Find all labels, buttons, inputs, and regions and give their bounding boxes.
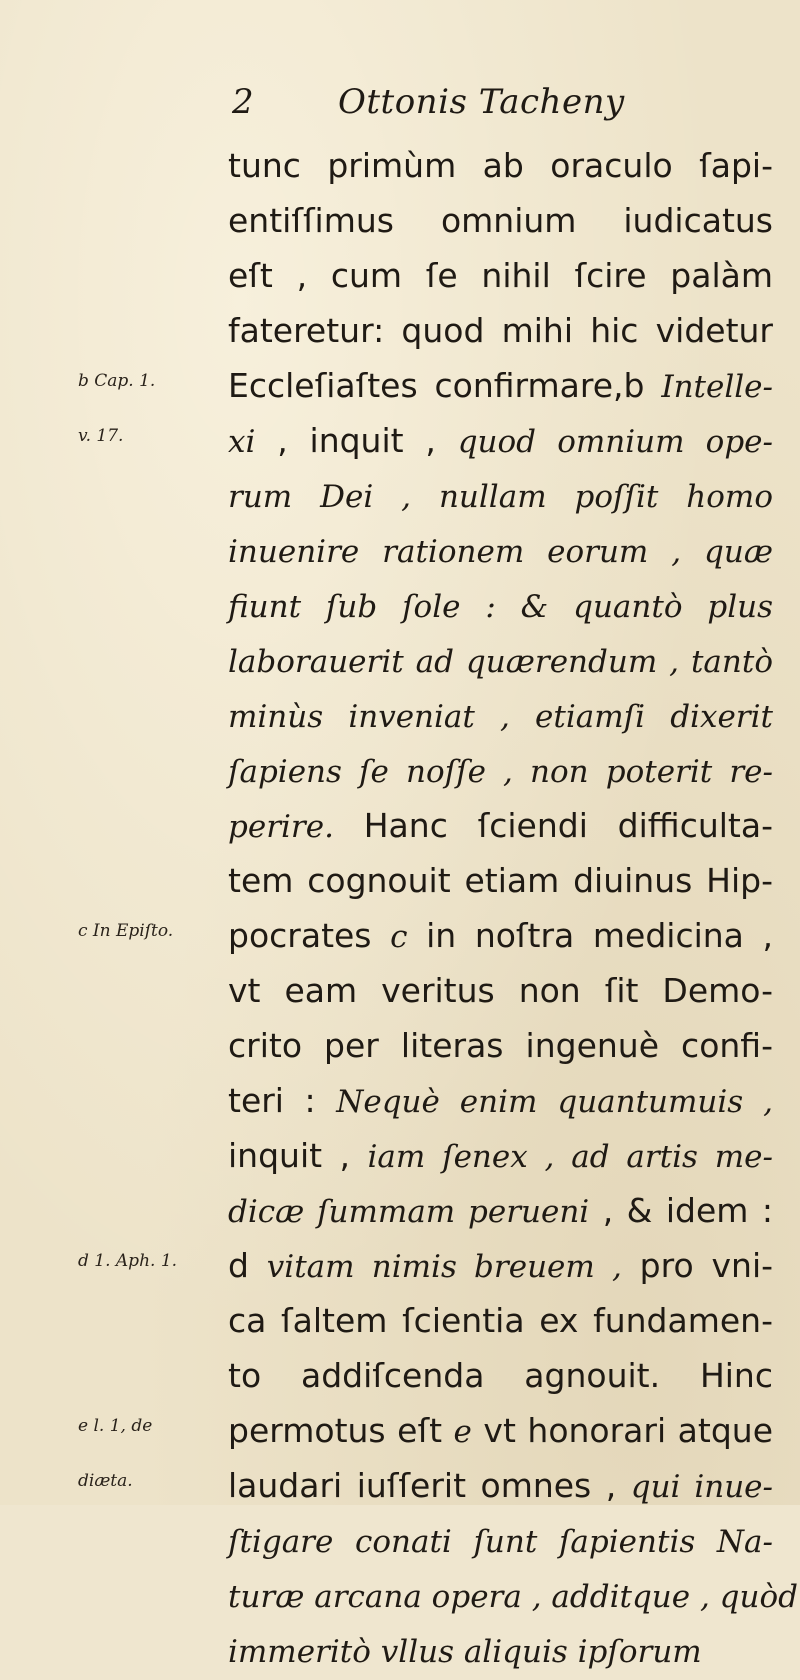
- roman-text: vt eam veritus non ſit Demo-: [228, 971, 773, 1010]
- italic-text: xi: [228, 424, 256, 460]
- margin-note: d 1. Aph. 1.: [78, 1251, 178, 1271]
- roman-text: tunc primùm ab oraculo ſapi-: [228, 146, 773, 185]
- text-line: [228, 963, 773, 1018]
- roman-text: pro vni-: [621, 1246, 774, 1285]
- text-line: [228, 1513, 773, 1568]
- roman-text: Hanc ſciendi difficulta-: [333, 806, 773, 845]
- roman-text: eſt , cum ſe nihil ſcire palàm: [228, 256, 773, 295]
- italic-text: e: [453, 1414, 472, 1450]
- italic-text: minùs inveniat , etiamſi dixerit: [228, 699, 773, 735]
- text-line: [228, 413, 773, 468]
- text-line: [228, 358, 773, 413]
- text-line: [228, 1238, 773, 1293]
- text-line: [228, 1183, 773, 1238]
- margin-note: c In Epiſto.: [78, 921, 174, 941]
- roman-text: pocrates: [228, 916, 391, 955]
- italic-text: qui inue-: [630, 1469, 774, 1505]
- italic-text: ſtigare conati ſunt ſapientis Na-: [228, 1524, 773, 1560]
- roman-text: fateretur: quod mihi hic videtur: [228, 311, 773, 350]
- text-line: [228, 1018, 773, 1073]
- italic-text: quod omnium ope-: [457, 424, 774, 460]
- italic-text: iam ſenex , ad artis me-: [367, 1139, 774, 1175]
- roman-text: Eccleſiaſtes confirmare,b: [228, 366, 662, 405]
- margin-notes: [0, 0, 220, 1505]
- text-line: [228, 1403, 773, 1458]
- roman-text: vt honorari atque: [471, 1411, 773, 1450]
- body-text: [228, 138, 798, 1678]
- roman-text: inquit ,: [228, 1136, 368, 1175]
- text-line: [228, 798, 773, 853]
- roman-text: , inquit ,: [255, 421, 458, 460]
- page-number: 2: [232, 82, 254, 122]
- roman-text: teri :: [228, 1081, 337, 1120]
- text-line: [228, 523, 773, 578]
- text-line: [228, 303, 773, 358]
- text-line: [228, 1568, 798, 1623]
- italic-text: inuenire rationem eorum , quæ: [228, 534, 773, 570]
- roman-text: laudari iuſſerit omnes ,: [228, 1466, 631, 1505]
- roman-text: crito per literas ingenuè confi-: [228, 1026, 773, 1065]
- text-line: [228, 1293, 773, 1348]
- italic-text: immeritò vllus aliquis ipſorum: [228, 1634, 702, 1670]
- italic-text: laborauerit ad quærendum , tantò: [228, 644, 773, 680]
- running-title: Ottonis Tacheny: [338, 82, 625, 122]
- text-line: [228, 193, 773, 248]
- italic-text: turæ arcana opera , additque , quòd: [228, 1579, 798, 1615]
- italic-text: perire.: [228, 809, 334, 845]
- italic-text: c: [390, 919, 408, 955]
- roman-text: in noſtra medicina ,: [407, 916, 773, 955]
- italic-text: vitam nimis breuem ,: [266, 1249, 622, 1285]
- margin-note: b Cap. 1.: [78, 371, 156, 391]
- italic-text: rum Dei , nullam poſſit homo: [228, 479, 773, 515]
- roman-text: permotus eſt: [228, 1411, 454, 1450]
- text-line: [228, 578, 773, 633]
- text-line: [228, 138, 773, 193]
- margin-note: diæta.: [78, 1471, 133, 1491]
- text-line: [228, 1623, 773, 1678]
- text-line: [228, 1073, 773, 1128]
- text-line: [228, 248, 773, 303]
- italic-text: dicæ ſummam perueni: [228, 1194, 590, 1230]
- text-line: [228, 468, 773, 523]
- roman-text: to addiſcenda agnouit. Hinc: [228, 1356, 773, 1395]
- italic-text: ſapiens ſe noſſe , non poterit re-: [228, 754, 773, 790]
- text-line: [228, 908, 773, 963]
- roman-text: ca ſaltem ſcientia ex fundamen-: [228, 1301, 773, 1340]
- text-line: [228, 1128, 773, 1183]
- italic-text: fiunt ſub ſole : & quantò plus: [228, 589, 773, 625]
- text-line: [228, 633, 773, 688]
- roman-text: tem cognouit etiam diuinus Hip-: [228, 861, 773, 900]
- roman-text: , & idem :: [589, 1191, 773, 1230]
- margin-note: v. 17.: [78, 426, 124, 446]
- text-line: [228, 853, 773, 908]
- italic-text: Intelle-: [661, 369, 773, 405]
- roman-text: d: [228, 1246, 267, 1285]
- text-line: [228, 743, 773, 798]
- margin-note: e l. 1, de: [78, 1416, 153, 1436]
- page-header: [226, 82, 686, 142]
- italic-text: Nequè enim quantumuis ,: [336, 1084, 773, 1120]
- text-line: [228, 1348, 773, 1403]
- roman-text: entiſſimus omnium iudicatus: [228, 201, 773, 240]
- text-line: [228, 688, 773, 743]
